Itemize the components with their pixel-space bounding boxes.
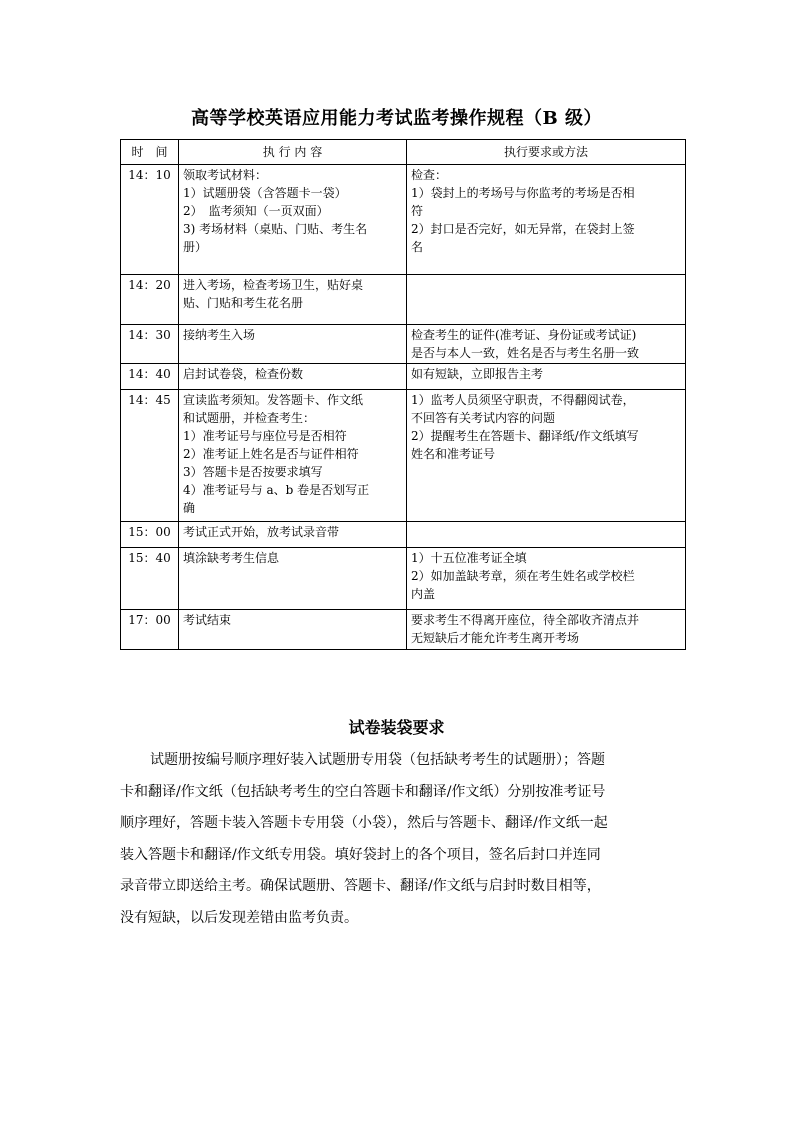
method-line: 符 [411, 204, 424, 218]
table-row [121, 165, 686, 275]
content-line: 1）试题册袋（含答题卡一袋） [183, 186, 347, 200]
row-method [407, 390, 686, 522]
row-content [179, 275, 407, 325]
content-line: 接纳考生入场 [183, 328, 256, 342]
document-title: 高等学校英语应用能力考试监考操作规程（B 级） [191, 108, 602, 129]
content-line: 考试正式开始，放考试录音带 [183, 525, 340, 539]
content-line: 册） [183, 240, 208, 254]
header-method: 执行要求或方法 [407, 140, 686, 165]
row-content [179, 390, 407, 522]
table-row [121, 275, 686, 325]
header-content: 执 行 内 容 [179, 140, 407, 165]
table-row [121, 390, 686, 522]
method-line: 2）封口是否完好，如无异常，在袋封上签 [411, 222, 635, 236]
method-line: 2）如加盖缺考章，须在考生姓名或学校栏 [411, 569, 635, 583]
row-method [407, 522, 686, 548]
content-line: 2） 监考须知（一页双面） [183, 204, 329, 218]
row-method [407, 364, 686, 390]
method-line: 1）袋封上的考场号与你监考的考场是否相 [411, 186, 635, 200]
row-time: 14：10 [121, 165, 179, 275]
content-line: 领取考试材料： [183, 168, 268, 182]
method-line: 是否与本人一致，姓名是否与考生名册一致 [411, 346, 640, 360]
row-content [179, 548, 407, 610]
method-line: 1）十五位准考证全填 [411, 551, 527, 565]
row-method [407, 165, 686, 275]
paragraph-line: 顺序理好，答题卡装入答题卡专用袋（小袋），然后与答题卡、翻译/作文纸一起 [120, 815, 608, 831]
row-content [179, 165, 407, 275]
content-line: 贴、门贴和考生花名册 [183, 296, 304, 310]
content-line: 启封试卷袋，检查份数 [183, 367, 304, 381]
method-line: 无短缺后才能允许考生离开考场 [411, 631, 580, 645]
method-line: 2）提醒考生在答题卡、翻译纸/作文纸填写 [411, 429, 639, 443]
method-line: 名 [411, 240, 424, 254]
content-line: 3) 考场材料（桌贴、门贴、考生名 [183, 222, 368, 236]
row-content [179, 610, 407, 650]
section-title: 试卷装袋要求 [348, 718, 445, 737]
content-line: 3）答题卡是否按要求填写 [183, 465, 323, 479]
table-row [121, 610, 686, 650]
header-time: 时 间 [121, 140, 179, 165]
content-line: 2）准考证上姓名是否与证件相符 [183, 447, 359, 461]
method-line: 姓名和准考证号 [411, 447, 496, 461]
table-row [121, 364, 686, 390]
method-line: 要求考生不得离开座位，待全部收齐清点并 [411, 613, 640, 627]
content-line: 考试结束 [183, 613, 232, 627]
row-time: 17：00 [121, 610, 179, 650]
row-content [179, 522, 407, 548]
method-line: 如有短缺，立即报告主考 [411, 367, 544, 381]
row-method [407, 610, 686, 650]
row-content [179, 364, 407, 390]
row-time: 14：45 [121, 390, 179, 522]
paragraph-line: 卡和翻译/作文纸（包括缺考考生的空白答题卡和翻译/作文纸）分别按准考证号 [120, 783, 606, 800]
table-row [121, 522, 686, 548]
row-method [407, 275, 686, 325]
method-line: 检查考生的证件(准考证、身份证或考试证) [411, 328, 637, 342]
row-content [179, 325, 407, 364]
row-method [407, 548, 686, 610]
content-line: 4）准考证号与 a、b 卷是否划写正 [183, 483, 370, 497]
method-line: 1）监考人员须坚守职责，不得翻阅试卷， [411, 393, 635, 407]
content-line: 进入考场，检查考场卫生，贴好桌 [183, 278, 364, 292]
procedure-table [120, 139, 686, 650]
table-row [121, 548, 686, 610]
method-line: 检查： [411, 168, 448, 182]
table-row [121, 325, 686, 364]
method-line: 不回答有关考试内容的问题 [411, 411, 556, 425]
row-time: 15：40 [121, 548, 179, 610]
paragraph-line: 试题册按编号顺序理好装入试题册专用袋（包括缺考考生的试题册）；答题 [150, 752, 605, 768]
row-time: 15：00 [121, 522, 179, 548]
paragraph-line: 录音带立即送给主考。确保试题册、答题卡、翻译/作文纸与启封时数目相等， [120, 878, 601, 894]
content-line: 和试题册，并检查考生： [183, 411, 316, 425]
row-time: 14：30 [121, 325, 179, 364]
content-line: 宣读监考须知。发答题卡、作文纸 [183, 393, 364, 407]
table-header-row [121, 140, 686, 165]
paragraph-line: 没有短缺，以后发现差错由监考负责。 [120, 909, 358, 926]
content-line: 1）准考证号与座位号是否相符 [183, 429, 347, 443]
content-line: 填涂缺考考生信息 [183, 551, 280, 565]
content-line: 确 [183, 501, 196, 515]
row-method [407, 325, 686, 364]
method-line: 内盖 [411, 587, 436, 601]
paragraph-line: 装入答题卡和翻译/作文纸专用袋。填好袋封上的各个项目，签名后封口并连同 [120, 846, 601, 863]
row-time: 14：20 [121, 275, 179, 325]
row-time: 14：40 [121, 364, 179, 390]
packing-paragraph [120, 745, 685, 934]
